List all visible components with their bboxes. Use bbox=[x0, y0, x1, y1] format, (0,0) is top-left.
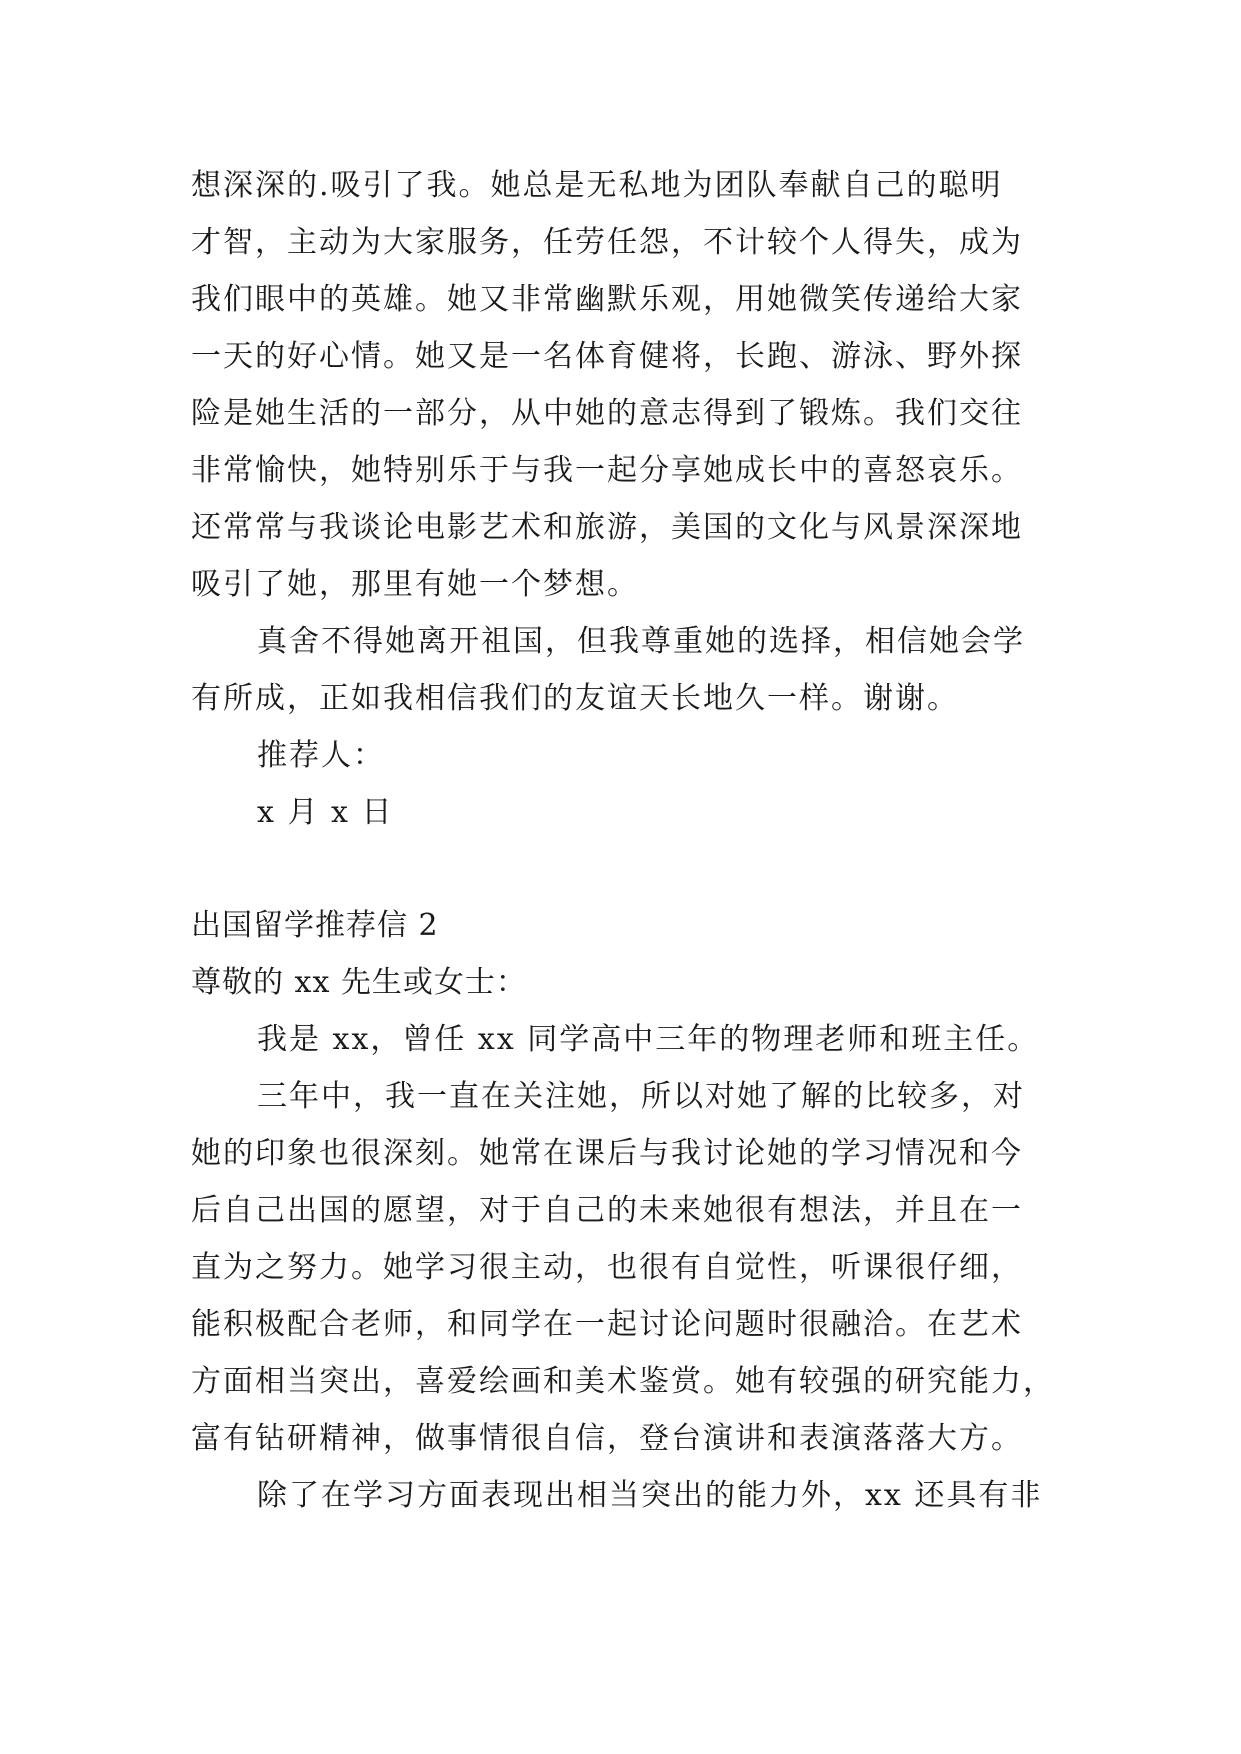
body-line: 能积极配合老师，和同学在一起讨论问题时很融洽。在艺术 bbox=[191, 1307, 1023, 1342]
body-line: 我是 xx，曾任 xx 同学高中三年的物理老师和班主任。 bbox=[257, 1022, 1040, 1057]
body-line: 她的印象也很深刻。她常在课后与我讨论她的学习情况和今 bbox=[191, 1136, 1023, 1171]
body-line: 还常常与我谈论电影艺术和旅游，美国的文化与风景深深地 bbox=[191, 510, 1023, 545]
body-line: 直为之努力。她学习很主动，也很有自觉性，听课很仔细， bbox=[191, 1250, 1023, 1285]
body-line: 有所成，正如我相信我们的友谊天长地久一样。谢谢。 bbox=[191, 681, 959, 716]
body-line: 才智，主动为大家服务，任劳任怨，不计较个人得失，成为 bbox=[191, 225, 1023, 260]
body-line: 方面相当突出，喜爱绘画和美术鉴赏。她有较强的研究能力， bbox=[191, 1364, 1055, 1399]
body-line: 三年中，我一直在关注她，所以对她了解的比较多，对 bbox=[257, 1079, 1025, 1114]
body-line: 后自己出国的愿望，对于自己的未来她很有想法，并且在一 bbox=[191, 1193, 1023, 1228]
section-title: 出国留学推荐信 2 bbox=[191, 908, 439, 943]
body-line: 非常愉快，她特别乐于与我一起分享她成长中的喜怒哀乐。 bbox=[191, 453, 1023, 488]
body-line: 真舍不得她离开祖国，但我尊重她的选择，相信她会学 bbox=[257, 624, 1025, 659]
body-line: 我们眼中的英雄。她又非常幽默乐观，用她微笑传递给大家 bbox=[191, 282, 1023, 317]
date-line: x 月 x 日 bbox=[257, 795, 394, 830]
body-line: 一天的好心情。她又是一名体育健将，长跑、游泳、野外探 bbox=[191, 339, 1023, 374]
body-line: 富有钻研精神，做事情很自信，登台演讲和表演落落大方。 bbox=[191, 1421, 1023, 1456]
recommender-label: 推荐人： bbox=[257, 738, 385, 773]
body-line: 险是她生活的一部分，从中她的意志得到了锻炼。我们交往 bbox=[191, 396, 1023, 431]
salutation: 尊敬的 xx 先生或女士： bbox=[191, 965, 527, 1000]
body-line: 除了在学习方面表现出相当突出的能力外，xx 还具有非 bbox=[257, 1478, 1043, 1513]
body-line: 吸引了她，那里有她一个梦想。 bbox=[191, 567, 639, 602]
body-line: 想深深的.吸引了我。她总是无私地为团队奉献自己的聪明 bbox=[191, 168, 1003, 203]
